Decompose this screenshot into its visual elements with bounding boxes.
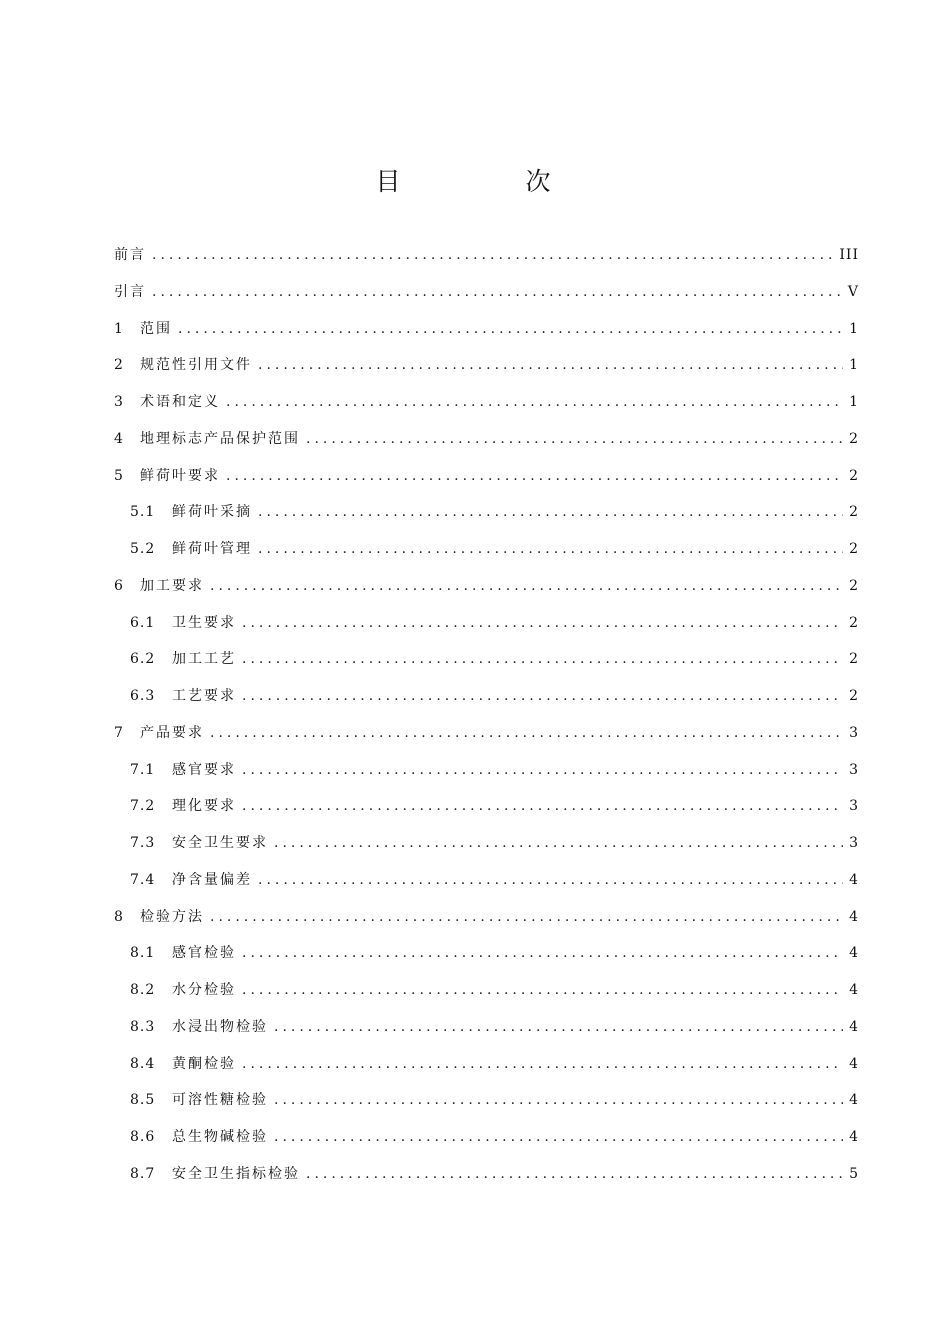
- toc-entry-number: 8.6: [130, 1129, 156, 1145]
- toc-entry-label: 卫生要求: [172, 614, 236, 631]
- toc-leader-dots: [210, 908, 843, 926]
- toc-subentry[interactable]: [130, 975, 859, 999]
- toc-entry-label: 检验方法: [140, 908, 204, 925]
- toc-entry-label: 引言: [114, 283, 146, 300]
- toc-subentry[interactable]: [130, 791, 859, 815]
- toc-entry-page: 5: [849, 1165, 859, 1182]
- toc-entry-number: 7: [114, 724, 124, 741]
- toc-leader-dots: [258, 871, 843, 889]
- toc-entry-page: 3: [849, 798, 859, 815]
- toc-entry-number: 5.2: [130, 541, 156, 557]
- toc-leader-dots: [152, 246, 833, 264]
- toc-entry-page: 3: [849, 724, 859, 741]
- toc-entry-label: 总生物碱检验: [172, 1129, 268, 1145]
- toc-leader-dots: [306, 430, 843, 448]
- toc-entry-label: 可溶性糖检验: [172, 1092, 268, 1109]
- toc-entry-page: 4: [849, 1018, 859, 1035]
- toc-entry[interactable]: [114, 387, 859, 411]
- toc-entry-number: 4: [114, 430, 124, 447]
- toc-entry-number: 1: [114, 320, 124, 337]
- toc-entry-number: 6.2: [130, 651, 156, 668]
- toc-entry-number: 8.2: [130, 982, 156, 998]
- toc-entry-number: 3: [114, 394, 124, 410]
- toc-entry[interactable]: [114, 902, 859, 926]
- toc-leader-dots: [242, 761, 843, 779]
- toc-entry-page: 2: [849, 688, 859, 704]
- toc-entry-page: 2: [849, 577, 859, 594]
- toc-leader-dots: [210, 724, 843, 742]
- toc-entry-page: 4: [849, 1092, 859, 1109]
- toc-leader-dots: [226, 467, 843, 485]
- toc-leader-dots: [274, 834, 843, 852]
- toc-entry-number: 6.3: [130, 688, 156, 704]
- toc-entry-page: 2: [849, 614, 859, 631]
- toc-entry-page: 4: [849, 1129, 859, 1145]
- toc-entry-number: 6.1: [130, 614, 156, 631]
- toc-entry-page: V: [847, 283, 859, 300]
- toc-leader-dots: [306, 1165, 843, 1183]
- toc-entry-page: 4: [849, 945, 859, 962]
- toc-entry-label: 水浸出物检验: [172, 1018, 268, 1035]
- toc-entry-number: 8: [114, 908, 124, 925]
- toc-entry-label: 加工要求: [140, 577, 204, 594]
- toc-entry-page: 2: [849, 541, 859, 557]
- toc-entry[interactable]: [114, 350, 859, 374]
- toc-entry-number: 8.3: [130, 1018, 156, 1035]
- toc-entry-label: 感官检验: [172, 945, 236, 962]
- toc-entry-number: 8.1: [130, 945, 156, 962]
- toc-leader-dots: [178, 320, 843, 338]
- toc-entry-label: 鲜荷叶管理: [172, 541, 252, 557]
- toc-entry[interactable]: [114, 424, 859, 448]
- toc-entry[interactable]: [114, 314, 859, 338]
- toc-entry[interactable]: [114, 277, 859, 301]
- toc-entry-label: 感官要求: [172, 761, 236, 778]
- toc-entry-label: 术语和定义: [140, 394, 220, 410]
- toc-entry-page: 3: [849, 761, 859, 778]
- toc-entry-label: 水分检验: [172, 982, 236, 998]
- toc-entry-page: 4: [849, 982, 859, 998]
- toc-entry-number: 7.2: [130, 798, 156, 815]
- toc-leader-dots: [242, 1055, 843, 1073]
- toc-subentry[interactable]: [130, 608, 859, 632]
- toc-subentry[interactable]: [130, 1085, 859, 1109]
- toc-leader-dots: [242, 981, 843, 999]
- toc-leader-dots: [242, 687, 843, 705]
- toc-entry[interactable]: [114, 718, 859, 742]
- toc-subentry[interactable]: [130, 497, 859, 521]
- toc-subentry[interactable]: [130, 1159, 859, 1183]
- toc-leader-dots: [242, 797, 843, 815]
- toc-leader-dots: [258, 503, 843, 521]
- toc-entry[interactable]: [114, 461, 859, 485]
- toc-leader-dots: [274, 1091, 843, 1109]
- toc-leader-dots: [242, 650, 843, 668]
- toc-leader-dots: [258, 540, 843, 558]
- toc-entry-label: 安全卫生要求: [172, 835, 268, 851]
- toc-entry-number: 8.4: [130, 1055, 156, 1072]
- toc-entry-page: 2: [849, 651, 859, 668]
- toc-entry-page: 1: [849, 394, 859, 410]
- toc-entry-page: 4: [849, 908, 859, 925]
- toc-entry-label: 净含量偏差: [172, 871, 252, 888]
- toc-entry-page: 2: [849, 430, 859, 447]
- toc-subentry[interactable]: [130, 755, 859, 779]
- toc-subentry[interactable]: [130, 828, 859, 852]
- toc-entry-number: 7.3: [130, 835, 156, 851]
- toc-entry-page: III: [839, 247, 859, 263]
- toc-entry-label: 前言: [114, 247, 146, 263]
- toc-entry-page: 3: [849, 835, 859, 851]
- toc-subentry[interactable]: [130, 938, 859, 962]
- toc-subentry[interactable]: [130, 1049, 859, 1073]
- toc-leader-dots: [242, 944, 843, 962]
- toc-entry-number: 8.5: [130, 1092, 156, 1109]
- toc-subentry[interactable]: [130, 681, 859, 705]
- toc-entry-label: 工艺要求: [172, 688, 236, 704]
- toc-entry-number: 5.1: [130, 504, 156, 521]
- toc-entry-number: 8.7: [130, 1165, 156, 1182]
- toc-entry[interactable]: [114, 240, 859, 264]
- toc-entry-label: 安全卫生指标检验: [172, 1165, 300, 1182]
- toc-entry-number: 7.1: [130, 761, 156, 778]
- toc-subentry[interactable]: [130, 1122, 859, 1146]
- toc-leader-dots: [210, 577, 843, 595]
- toc-leader-dots: [258, 356, 843, 374]
- toc-entry-label: 鲜荷叶要求: [140, 467, 220, 484]
- toc-leader-dots: [226, 393, 843, 411]
- toc-entry-label: 加工工艺: [172, 651, 236, 668]
- toc-entry-label: 范围: [140, 320, 172, 337]
- toc-leader-dots: [242, 614, 843, 632]
- toc-entry-page: 4: [849, 871, 859, 888]
- toc-entry-number: 7.4: [130, 871, 156, 888]
- toc-leader-dots: [274, 1018, 843, 1036]
- toc-entry-number: 2: [114, 357, 124, 374]
- toc-entry-label: 地理标志产品保护范围: [140, 430, 300, 447]
- toc-entry-page: 4: [849, 1055, 859, 1072]
- toc-entry-page: 2: [849, 467, 859, 484]
- toc-entry-label: 规范性引用文件: [140, 357, 252, 374]
- page-title: 目 次: [375, 167, 601, 196]
- toc-entry-label: 理化要求: [172, 798, 236, 815]
- toc-entry-number: 6: [114, 577, 124, 594]
- toc-entry-label: 黄酮检验: [172, 1055, 236, 1072]
- toc-entry-label: 鲜荷叶采摘: [172, 504, 252, 521]
- toc-subentry[interactable]: [130, 865, 859, 889]
- toc-entry-page: 1: [849, 320, 859, 337]
- toc-entry[interactable]: [114, 571, 859, 595]
- toc-entry-page: 1: [849, 357, 859, 374]
- toc-leader-dots: [152, 283, 842, 301]
- toc-entry-label: 产品要求: [140, 724, 204, 741]
- toc-subentry[interactable]: [130, 534, 859, 558]
- toc-entry-number: 5: [114, 467, 124, 484]
- toc-entry-page: 2: [849, 504, 859, 521]
- toc-leader-dots: [274, 1128, 843, 1146]
- toc-subentry[interactable]: [130, 644, 859, 668]
- toc-subentry[interactable]: [130, 1012, 859, 1036]
